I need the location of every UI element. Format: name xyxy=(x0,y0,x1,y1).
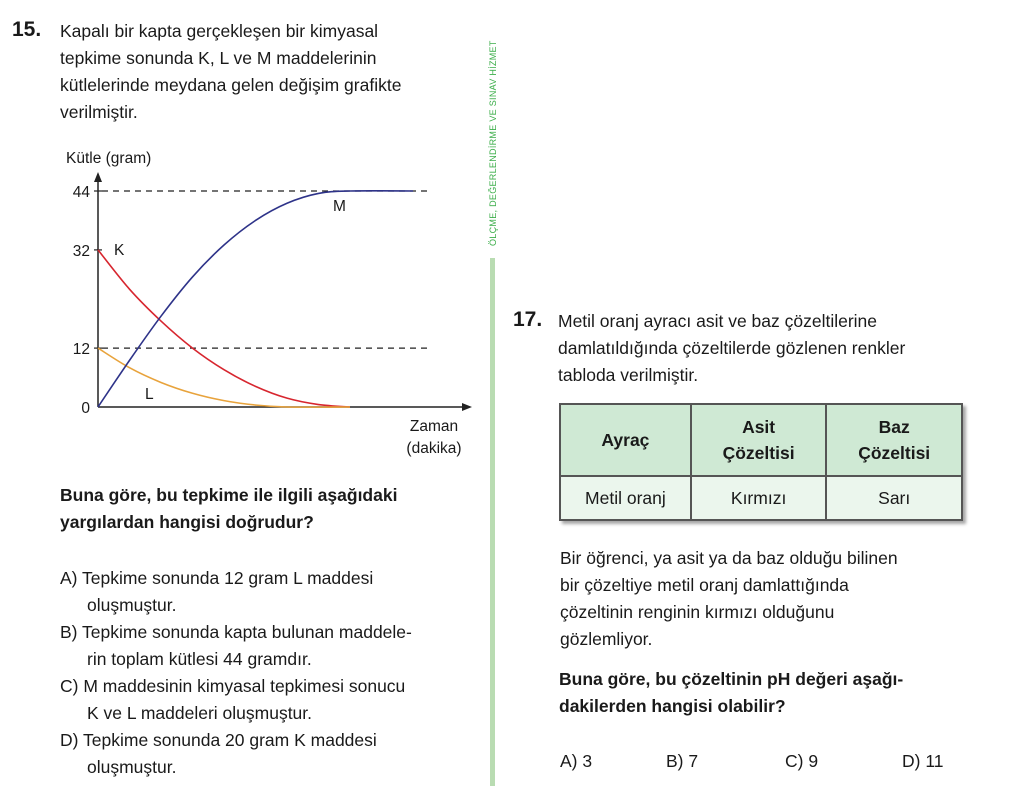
table-header-cell xyxy=(826,404,962,476)
option-d[interactable] xyxy=(60,727,485,781)
table-header-cell xyxy=(691,404,827,476)
question-15-number: 15. xyxy=(12,18,42,41)
series-label-k: K xyxy=(114,242,125,259)
prompt-line: Buna göre, bu tepkime ile ilgili aşağıdaki xyxy=(60,485,398,505)
series-label-l: L xyxy=(145,386,154,403)
option-text: K ve L maddeleri oluşmuştur. xyxy=(87,703,313,723)
table-cell: Sarı xyxy=(826,476,962,520)
header-text: Çözeltisi xyxy=(858,443,931,463)
body-line: Bir öğrenci, ya asit ya da baz olduğu bilinen xyxy=(560,548,898,568)
series-label-m: M xyxy=(333,198,346,215)
stem-line: Kapalı bir kapta gerçekleşen bir kimyasal xyxy=(60,21,379,41)
y-tick-label: 32 xyxy=(72,242,90,260)
y-axis-arrow xyxy=(94,172,102,182)
x-axis-arrow xyxy=(462,403,472,411)
series-k-line xyxy=(98,250,350,407)
option-text: Tepkime sonunda kapta bulunan maddele- xyxy=(82,622,412,642)
stem-line: verilmiştir. xyxy=(60,102,138,122)
option-c[interactable]: C) 9 xyxy=(785,751,819,771)
stem-line: Metil oranj ayracı asit ve baz çözeltilerine xyxy=(558,311,878,331)
header-text: Ayraç xyxy=(601,430,650,450)
option-label: B) xyxy=(60,622,78,642)
prompt-line: dakilerden hangisi olabilir? xyxy=(559,696,786,716)
x-axis-label: (dakika) xyxy=(406,440,462,457)
option-text: Tepkime sonunda 20 gram K maddesi xyxy=(83,730,377,750)
indicator-table xyxy=(559,403,963,521)
table-cell: Metil oranj xyxy=(560,476,691,520)
table-row xyxy=(560,476,962,520)
option-text: M maddesinin kimyasal tepkimesi sonucu xyxy=(83,676,406,696)
stem-line: damlatıldığında çözeltilerde gözlenen renkler xyxy=(558,338,906,358)
option-a[interactable]: A) 3 xyxy=(560,751,593,771)
sidebar-publisher-text: ÖLÇME, DEĞERLENDİRME VE SINAV HİZMET xyxy=(488,40,498,246)
option-b[interactable]: B) 7 xyxy=(666,751,699,771)
option-label: C) xyxy=(60,676,79,696)
option-a[interactable] xyxy=(60,565,485,619)
table-cell: Kırmızı xyxy=(691,476,827,520)
body-line: çözeltinin renginin kırmızı olduğunu xyxy=(560,602,835,622)
option-text: rin toplam kütlesi 44 gramdır. xyxy=(87,649,312,669)
option-text: Tepkime sonunda 12 gram L maddesi xyxy=(82,568,374,588)
option-b[interactable] xyxy=(60,619,485,673)
option-text: oluşmuştur. xyxy=(87,757,177,777)
question-17-number: 17. xyxy=(513,308,543,331)
question-17-body xyxy=(560,545,1000,653)
header-text: Baz xyxy=(878,417,910,437)
table-header-row xyxy=(560,404,962,476)
option-label: D) xyxy=(60,730,79,750)
y-tick-label: 0 xyxy=(81,400,90,417)
option-c[interactable] xyxy=(60,673,485,727)
header-text: Çözeltisi xyxy=(722,443,795,463)
question-17-prompt xyxy=(559,666,999,720)
series-m-line xyxy=(98,191,413,407)
question-15-options xyxy=(60,565,485,781)
body-line: gözlemliyor. xyxy=(560,629,653,649)
stem-line: tepkime sonunda K, L ve M maddelerinin xyxy=(60,48,377,68)
series-l-line xyxy=(98,348,350,407)
prompt-line: yargılardan hangisi doğrudur? xyxy=(60,512,314,532)
sidebar-divider xyxy=(490,258,495,786)
prompt-line: Buna göre, bu çözeltinin pH değeri aşağı- xyxy=(559,669,904,689)
question-17-stem xyxy=(558,308,998,389)
y-axis-label: Kütle (gram) xyxy=(66,150,152,167)
table-header-cell xyxy=(560,404,691,476)
question-15-prompt xyxy=(60,482,480,536)
option-label: A) xyxy=(60,568,78,588)
x-axis-label: Zaman xyxy=(409,418,459,435)
option-text: oluşmuştur. xyxy=(87,595,177,615)
stem-line: kütlelerinde meydana gelen değişim grafikte xyxy=(60,75,402,95)
stem-line: tabloda verilmiştir. xyxy=(558,365,699,385)
question-15-stem xyxy=(60,18,480,126)
option-d[interactable]: D) 11 xyxy=(902,751,944,771)
y-tick-label: 12 xyxy=(72,341,90,359)
mass-time-chart xyxy=(0,140,486,470)
header-text: Asit xyxy=(742,417,776,437)
body-line: bir çözeltiye metil oranj damlattığında xyxy=(560,575,849,595)
y-tick-label: 44 xyxy=(72,184,90,201)
